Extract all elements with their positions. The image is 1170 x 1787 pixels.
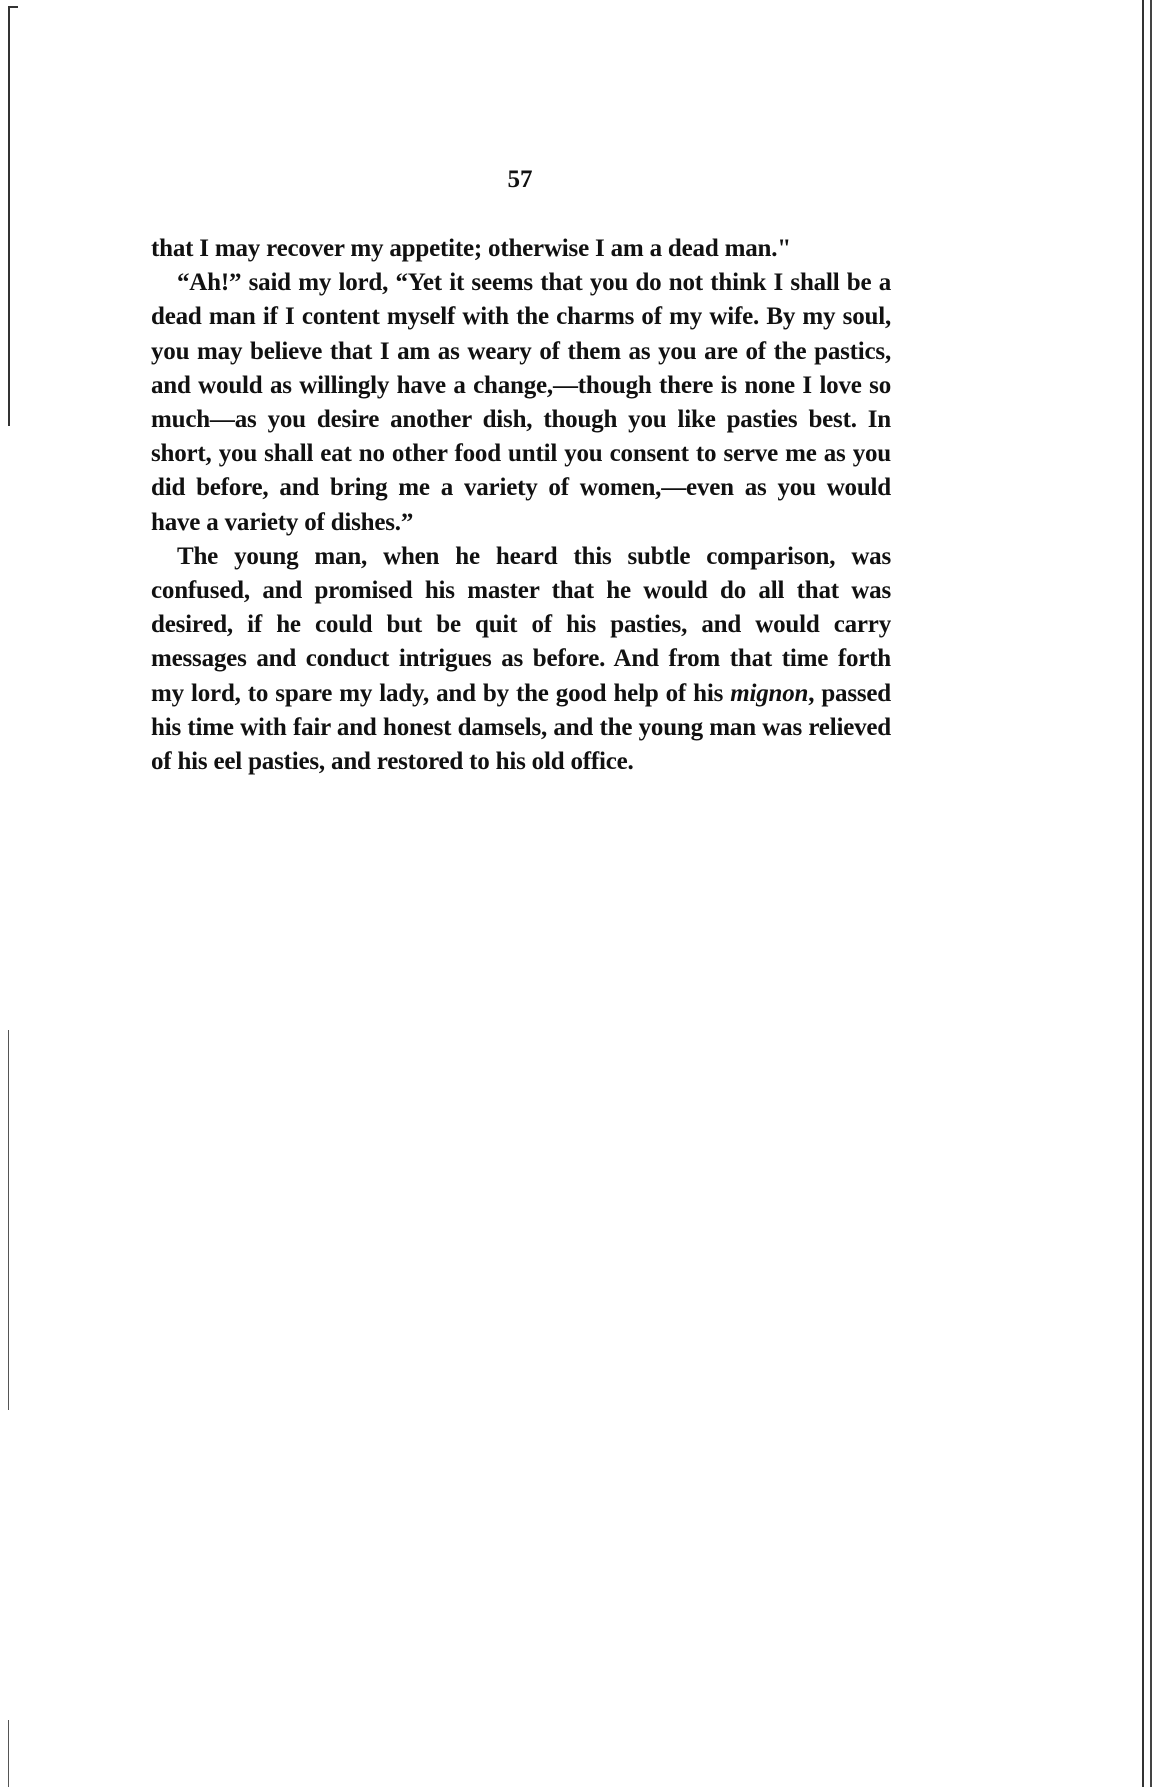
italic-word: mignon [730,679,809,707]
page-edge-line [1150,0,1152,1787]
scan-border [8,1720,9,1787]
paragraph-text: , passed his time with fair and honest damsels, and the young man was relieved of his eel pasties, and restored to his old office. [151,679,892,776]
paragraph [151,540,891,779]
paragraph-text: The young man, when he heard this subtle comparison, was confused, and promised his master that he would do all that was desired, if he could but be quit of his pasties, and would carry messages and conduct intrigues as before. And from that time forth my lord, to spare my lady, and by the good help of his [151,542,891,707]
paragraph: that I may recover my appetite; otherwise I am a dead man." [151,235,791,262]
scan-border [8,6,10,426]
page-body [151,232,891,779]
scan-border [8,1030,9,1410]
page-edge-line [1142,0,1144,1787]
page-number: 57 [507,166,533,193]
paragraph: “Ah!” said my lord, “Yet it seems that you do not think I shall be a dead man if I content myself with the charms of my wife. By my soul, you may believe that I am as weary of them as you are of the pastics, and would as willingly have a change,—though there is none I love so much—as you desire another dish, though you like pasties best. In short, you shall eat no other food until you consent to serve me as you did before, and bring me a variety of women,—even as you would have a variety of dishes.” [151,269,891,536]
